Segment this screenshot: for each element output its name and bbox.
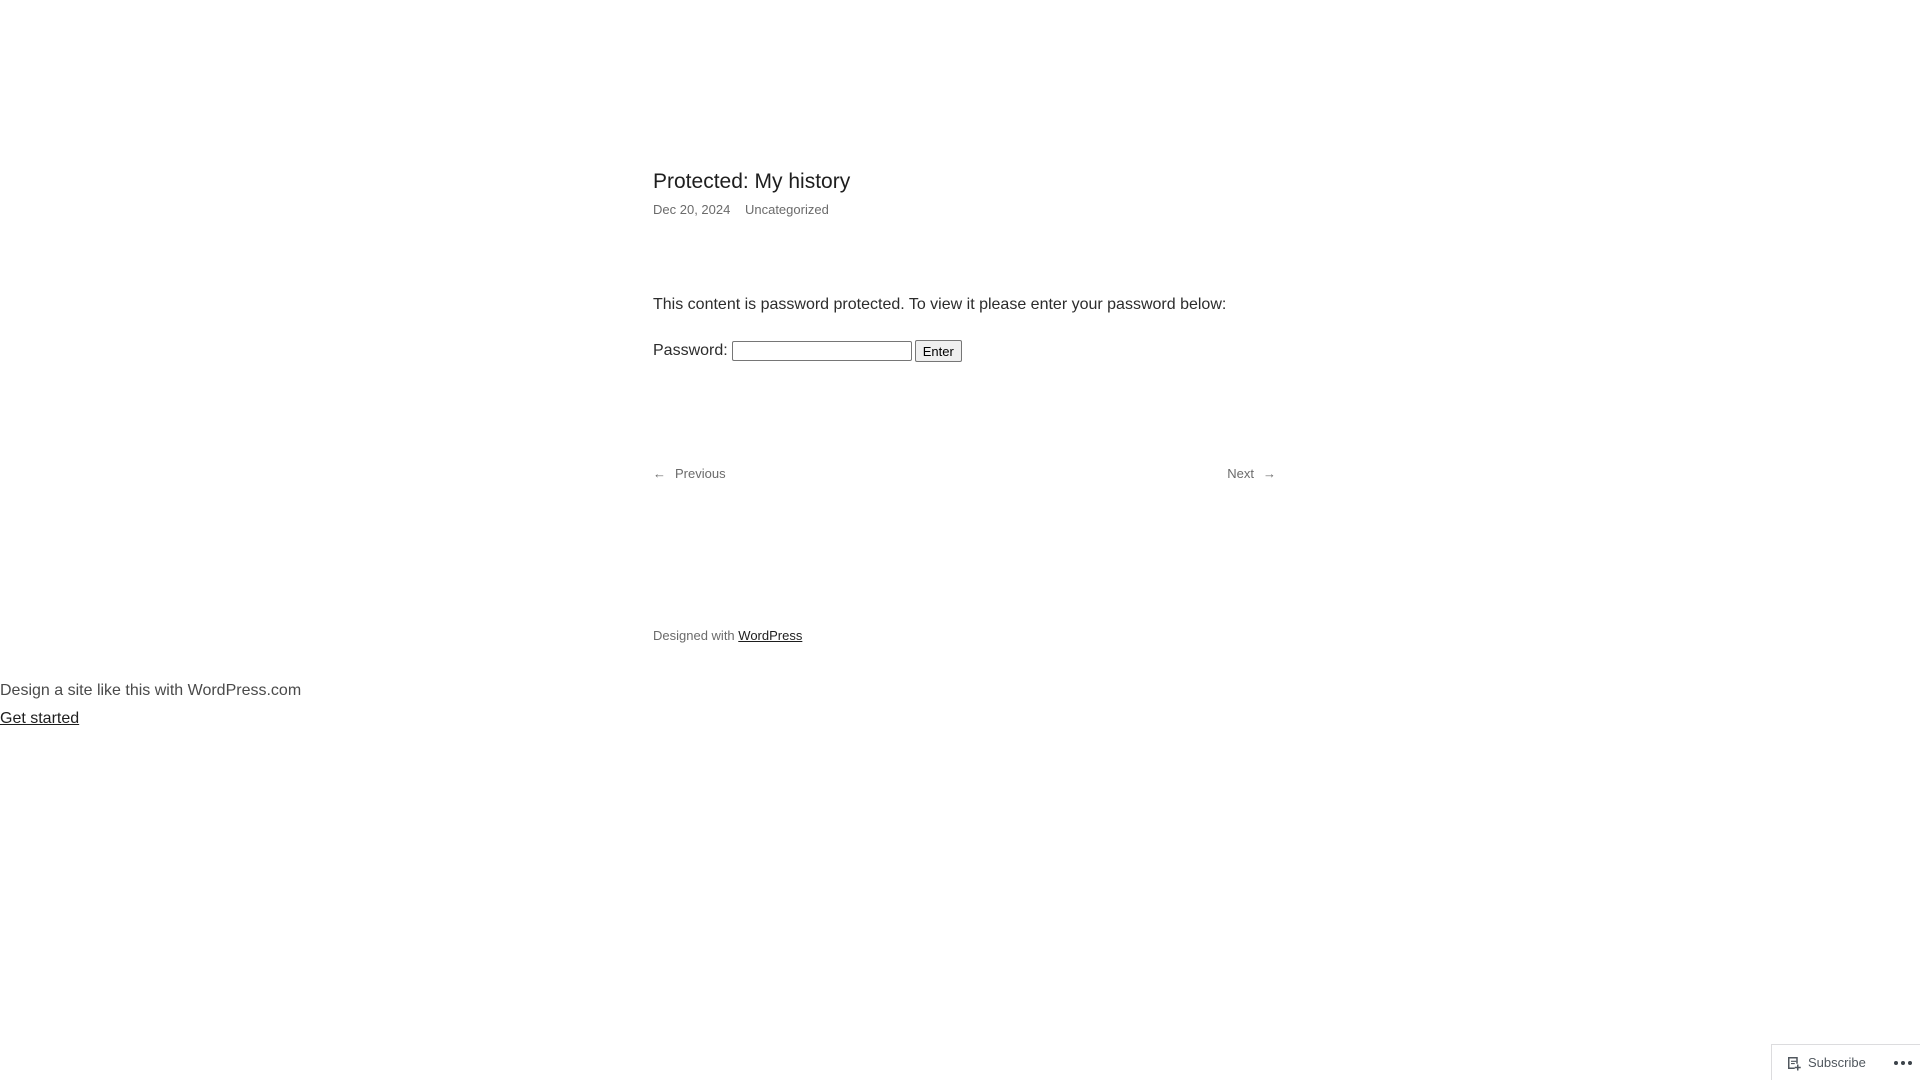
post-date: Dec 20, 2024 (653, 202, 731, 217)
post (653, 168, 1277, 359)
get-started-link[interactable]: Get started (0, 710, 80, 727)
subscribe-label: Subscribe (1808, 1055, 1866, 1070)
enter-button[interactable]: Enter (915, 340, 962, 362)
wordpress-link[interactable]: WordPress (738, 628, 803, 643)
arrow-left-icon: ← (653, 466, 666, 481)
next-label: Next (1227, 466, 1254, 481)
password-form (653, 340, 962, 362)
password-label: Password: (653, 342, 728, 359)
wpcom-promo (0, 677, 301, 733)
ellipsis-icon[interactable] (1894, 1061, 1912, 1065)
previous-post-link[interactable] (653, 466, 726, 481)
password-input[interactable] (732, 341, 912, 361)
next-post-link[interactable] (1227, 466, 1276, 481)
subscribe-button[interactable] (1785, 1054, 1866, 1072)
footer-credit (653, 628, 802, 643)
promo-text: Design a site like this with WordPress.com (0, 682, 302, 699)
action-bar (1771, 1044, 1920, 1080)
post-meta (653, 202, 829, 217)
post-navigation (653, 466, 1276, 486)
designed-with-text: Designed with (653, 628, 735, 643)
protected-message: This content is password protected. To view it please enter your password below: (653, 296, 1227, 313)
post-category-link[interactable]: Uncategorized (744, 202, 829, 217)
reader-icon (1785, 1054, 1803, 1072)
arrow-right-icon: → (1263, 466, 1276, 481)
previous-label: Previous (675, 466, 726, 481)
post-title: Protected: My history (653, 170, 851, 193)
